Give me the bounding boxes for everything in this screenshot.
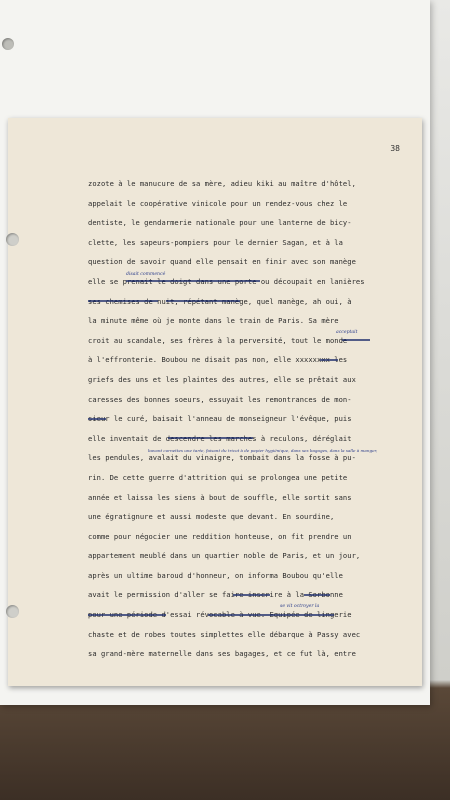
text-line: sieur le curé, baisait l'anneau de monseigneur l'évêque, puis <box>88 414 352 424</box>
text-line: avait le permission d'aller se faire inscrire à la Sorbonne <box>88 590 343 600</box>
text-line: pour une période d'essai révocable à vue. Equipée de lingerie <box>88 610 352 620</box>
binder-hole-icon <box>2 38 14 50</box>
punch-hole-icon <box>6 233 19 246</box>
text-line: elle inventait de descendre les marches à reculons, déréglait <box>88 433 352 443</box>
text-line: elle se prenait le doigt dans une porte ou découpait en lanières <box>88 276 365 286</box>
typewritten-page <box>8 118 422 686</box>
text-line: appelait le coopérative vinicole pour un rendez-vous chez le <box>88 198 348 208</box>
handwritten-annotation: acceptait <box>336 330 358 335</box>
text-line: ses chemises de nuit, répétant manège, quel manège, ah oui, à <box>88 296 352 306</box>
text-line: chaste et de robes toutes simplettes elle débarque à Passy avec <box>88 629 361 639</box>
text-line: sa grand-mère maternelle dans ses bagages, et ce fut là, entre <box>88 649 356 659</box>
text-line: la minute même où je monte dans le train de Paris. Sa mère <box>88 316 339 326</box>
text-line: appartement meublé dans un quartier noble de Paris, et un jour, <box>88 551 361 561</box>
text-line: comme pour négocier une reddition honteuse, on fit prendre un <box>88 531 352 541</box>
text-line: clette, les sapeurs-pompiers pour le dernier Sagan, et à la <box>88 237 343 247</box>
text-line: rin. De cette guerre d'attrition qui se prolongea une petite <box>88 472 348 482</box>
text-line: griefs des uns et les plaintes des autres, elle se prêtait aux <box>88 374 356 384</box>
handwritten-annotation: se vit octroyer la <box>280 604 320 609</box>
body-text <box>88 174 414 664</box>
page-number: 38 <box>390 144 400 153</box>
text-line: une égratignure et aussi modeste que devant. En sourdine, <box>88 512 335 522</box>
handwritten-annotation: bavant cornettes une tarte, faisant du tricot à de papier hygiénique, dans ses bagages, dans la salle à manger, <box>148 448 378 453</box>
handwritten-annotation: disait commencé <box>126 272 166 277</box>
text-line: dentiste, le gendarmerie nationale pour une lanterne de bicy- <box>88 218 352 228</box>
text-line: caresses des bonnes soeurs, essuyait les remontrances de mon- <box>88 394 352 404</box>
text-line: zozote à le manucure de sa mère, adieu kiki au maître d'hôtel, <box>88 179 356 188</box>
punch-hole-icon <box>6 605 19 618</box>
text-line: année et laissa les siens à bout de souffle, elle sortit sans <box>88 492 352 502</box>
text-line: croit au scandale, ses frères à la perversité, tout le monde <box>88 335 348 345</box>
text-line: à l'effronterie. Boubou ne disait pas non, elle xxxxxxxx les <box>88 355 348 365</box>
text-line: après un ultime baroud d'honneur, on informa Boubou qu'elle <box>88 570 343 580</box>
text-line: question de savoir quand elle pensait en finir avec son manège <box>88 257 356 267</box>
text-line: les pendules, avalait du vinaigre, tombait dans la fosse à pu- <box>88 453 356 463</box>
